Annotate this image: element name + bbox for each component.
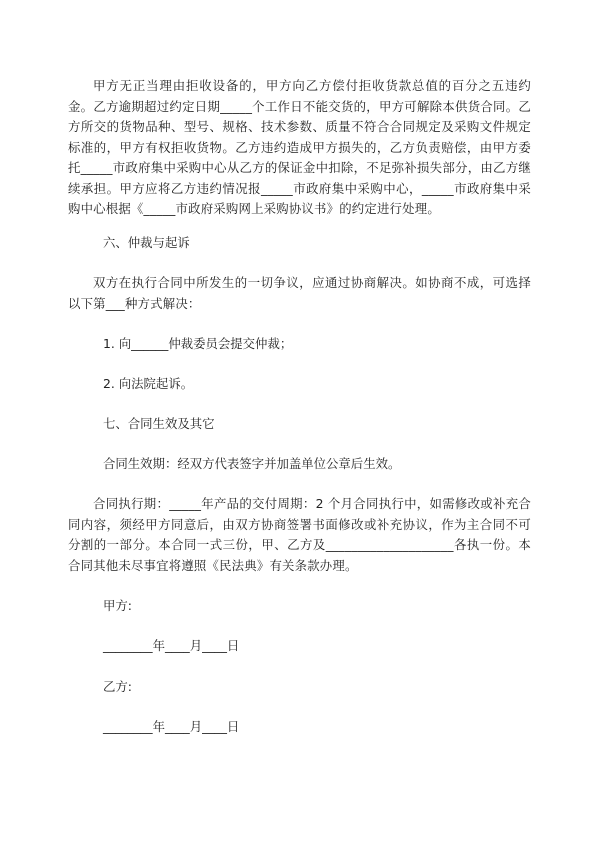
- option-court: 2. 向法院起诉。: [103, 376, 194, 391]
- paragraph-breach-liability: 甲方无正当理由拒收设备的，甲方向乙方偿付拒收货款总值的百分之五违约金。乙方逾期超过约定日期_____个工作日不能交货的，甲方可解除本供货合同。乙方所交的货物品种、型号、规格、技术参数、质量不符合合同规定及采购文件规定标准的，甲方有权拒收货物。乙方违约造成甲方损失的，乙方负责赔偿，由甲方委托_____市政府集中采购中心从乙方的保证金中扣除，不足弥补损失部分，由乙方继续承担。甲方应将乙方违约情况报_____市政府集中采购中心，_____市政府集中采购中心根据《_____市政府采购网上采购协议书》的约定进行处理。: [68, 78, 531, 216]
- paragraph-dispute-resolution: 双方在执行合同中所发生的一切争议，应通过协商解决。如协商不成，可选择以下第___种方式解决：: [68, 275, 531, 311]
- section-heading-effectiveness: 七、合同生效及其它: [103, 416, 215, 431]
- section-heading-arbitration: 六、仲裁与起诉: [103, 235, 190, 250]
- party-b-date: ________年____月____日: [103, 719, 240, 734]
- paragraph-effective-date: 合同生效期：经双方代表签字并加盖单位公章后生效。: [103, 456, 401, 471]
- party-b-label: 乙方:: [103, 679, 132, 694]
- paragraph-execution-period: 合同执行期：_____年产品的交付周期：2 个月合同执行中，如需修改或补充合同内容，须经甲方同意后，由双方协商签署书面修改或补充协议，作为主合同不可分割的一部分。本合同一式三份，甲、乙方及____________________各执一份。本合同其他未尽事宜将遵照《民法典》有关条款办理。: [68, 496, 531, 573]
- party-a-date: ________年____月____日: [103, 638, 240, 653]
- option-arbitration: 1. 向______仲裁委员会提交仲裁；: [103, 336, 293, 351]
- party-a-label: 甲方:: [103, 598, 132, 613]
